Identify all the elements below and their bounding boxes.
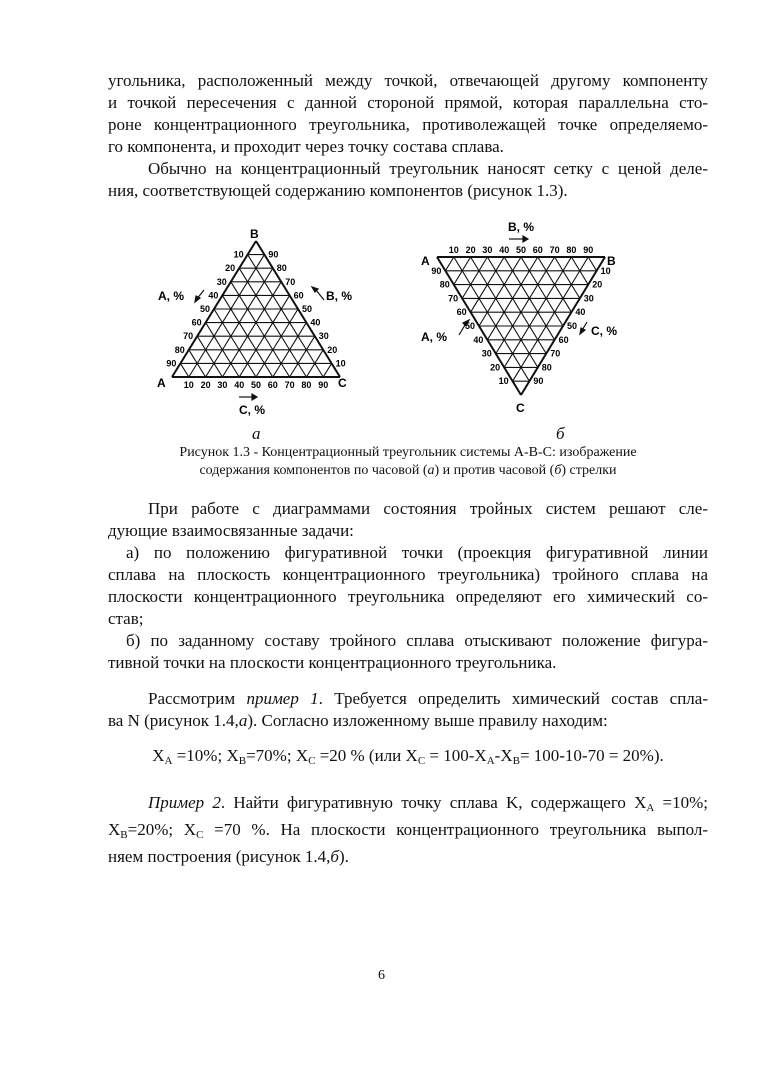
- text-line: Пример 2. Найти фигуративную точку сплава K, содержащего $X_A =10\%$;: [148, 793, 708, 814]
- tick-label: 20: [465, 245, 476, 255]
- axis-b-label: B, %: [508, 220, 535, 234]
- tick-label: 80: [301, 380, 312, 390]
- paragraph-example-2: [108, 792, 708, 868]
- tick-label: 80: [566, 245, 577, 255]
- paragraph-tasks: [108, 498, 708, 674]
- text-line: дующие взаимосвязанные задачи:: [108, 521, 354, 540]
- tick-label: 60: [456, 307, 467, 318]
- tick-label: 10: [498, 376, 509, 387]
- tick-label: 50: [250, 380, 262, 390]
- formula-example-1: $X_A =10\%$; $X_B=70\%$; $X_C =20$ % (или $X_C = 100-X_A-X_B= 100-10-70 = 20\%$).: [152, 746, 664, 767]
- tick-label: 30: [481, 348, 492, 359]
- tick-label: 10: [600, 265, 611, 276]
- tick-label: 70: [284, 380, 295, 390]
- text-line: роне концентрационного треугольника, противолежащей точке определяемо-: [108, 115, 708, 134]
- tick-label: 20: [592, 279, 603, 290]
- text-line: став;: [108, 609, 144, 628]
- text-line: сплава на плоскость концентрационного треугольника) тройного сплава на: [108, 565, 708, 584]
- tick-label: 40: [575, 307, 586, 318]
- arrow-c-icon: [239, 394, 257, 400]
- tick-label: 30: [482, 245, 493, 255]
- tick-label: 70: [285, 276, 296, 287]
- vertex-c-label: C: [338, 376, 347, 390]
- grid-line: [256, 309, 298, 377]
- caption-line: Рисунок 1.3 - Концентрационный треугольник системы A-B-C: изображение: [179, 445, 637, 460]
- concentration-triangle-a: [150, 215, 360, 425]
- grid-line: [496, 257, 555, 354]
- text-line: б) по заданному составу тройного сплава отыскивают положение фигура-: [126, 631, 708, 650]
- text-line: го компонента, и проходит через точку состава сплава.: [108, 137, 504, 156]
- paragraph-continuation: [108, 70, 708, 158]
- text-line: тивной точки на плоскости концентрационного треугольника.: [108, 653, 557, 672]
- text-line: При работе с диаграммами состояния тройных систем решают сле-: [148, 499, 708, 518]
- tick-label: 30: [216, 276, 227, 287]
- tick-label: 60: [267, 380, 278, 390]
- tick-label: 30: [583, 293, 594, 304]
- arrow-b-icon: [509, 236, 528, 242]
- text-line: Обычно на концентрационный треугольник наносят сетку с ценой деле-: [148, 159, 708, 178]
- grid-line: [222, 282, 281, 377]
- arrow-a-icon: [195, 290, 204, 302]
- text-line: Рассмотрим пример 1. Требуется определить химический состав спла-: [148, 689, 708, 708]
- grid-line: [180, 363, 188, 377]
- text-line: и точкой пересечения с данной стороной прямой, которая параллельна сто-: [108, 93, 708, 112]
- tick-label: 40: [310, 317, 321, 328]
- tick-label: 90: [533, 376, 544, 387]
- axis-a-label: A, %: [421, 330, 448, 344]
- grid-line: [588, 257, 596, 271]
- concentration-triangle-b: [415, 215, 630, 415]
- tick-label: 30: [217, 380, 228, 390]
- grid-line: [214, 309, 256, 377]
- tick-label: 50: [199, 304, 210, 314]
- tick-label: 40: [499, 245, 510, 255]
- text-line: угольника, расположенный между точкой, отвечающей другому компоненту: [108, 71, 708, 90]
- tick-label: 90: [268, 249, 279, 260]
- tick-label: 20: [490, 362, 501, 373]
- tick-label: 50: [464, 321, 475, 331]
- tick-label: 20: [225, 263, 236, 274]
- grid-line: [445, 257, 453, 271]
- tick-label: 10: [183, 380, 194, 390]
- tick-label: 40: [208, 290, 219, 301]
- vertex-a-label: A: [157, 376, 166, 390]
- text-line: ва N (рисунок 1.4,а). Согласно изложенному выше правилу находим:: [108, 711, 608, 730]
- paragraph-example-1: [108, 688, 708, 732]
- figure-caption: [108, 444, 708, 480]
- tick-label: 10: [233, 249, 244, 260]
- figure-label-a: а: [252, 424, 261, 443]
- tick-label: 80: [439, 279, 450, 290]
- grid-line: [231, 282, 290, 377]
- text-line: $X_B=20\%$; $X_C =70$ %. На плоскости концентрационного треугольника выпол-: [108, 820, 708, 841]
- vertex-a-label: A: [421, 254, 430, 268]
- arrow-b-icon: [312, 287, 324, 300]
- vertex-c-label: C: [516, 401, 525, 415]
- text-line: ния, соответствующей содержанию компонентов (рисунок 1.3).: [108, 181, 568, 200]
- caption-line: содержания компонентов по часовой (а) и против часовой (б) стрелки: [199, 463, 617, 478]
- grid-line: [479, 257, 521, 326]
- page-number: 6: [378, 968, 385, 983]
- tick-label: 60: [532, 245, 543, 255]
- tick-label: 20: [327, 344, 338, 355]
- tick-label: 40: [473, 334, 484, 345]
- tick-label: 10: [335, 358, 346, 369]
- text-line: плоскости концентрационного треугольника определяют его химический со-: [108, 587, 708, 606]
- tick-label: 90: [431, 265, 442, 276]
- tick-label: 70: [550, 348, 561, 359]
- arrow-c-icon: [580, 322, 587, 334]
- tick-label: 80: [276, 263, 287, 274]
- text-line: няем построения (рисунок 1.4,б).: [108, 847, 349, 866]
- tick-label: 60: [293, 290, 304, 301]
- axis-b-label: B, %: [326, 289, 353, 303]
- grid-line: [521, 257, 563, 326]
- tick-label: 50: [302, 304, 313, 314]
- tick-label: 70: [448, 293, 459, 304]
- grid-line: [323, 363, 331, 377]
- figure-label-b: б: [556, 424, 565, 443]
- tick-label: 10: [448, 245, 459, 255]
- axis-c-label: C, %: [239, 403, 266, 417]
- tick-label: 70: [183, 331, 194, 342]
- tick-label: 80: [541, 362, 552, 373]
- tick-label: 20: [200, 380, 211, 390]
- tick-label: 80: [174, 344, 185, 355]
- tick-label: 40: [234, 380, 245, 390]
- tick-label: 70: [549, 245, 560, 255]
- vertex-b-label: B: [250, 227, 259, 241]
- tick-label: 90: [318, 380, 329, 390]
- axis-a-label: A, %: [158, 289, 185, 303]
- vertex-b-label: B: [607, 254, 616, 268]
- tick-label: 50: [567, 321, 578, 331]
- tick-label: 60: [191, 317, 202, 328]
- tick-label: 30: [318, 331, 329, 342]
- paragraph-grid-intro: [108, 158, 708, 202]
- grid-line: [487, 257, 546, 354]
- tick-label: 50: [515, 245, 527, 255]
- tick-label: 90: [166, 358, 177, 369]
- tick-label: 60: [558, 334, 569, 345]
- tick-label: 90: [583, 245, 594, 255]
- text-line: а) по положению фигуративной точки (проекция фигуративной линии: [126, 543, 708, 562]
- axis-c-label: C, %: [591, 324, 618, 338]
